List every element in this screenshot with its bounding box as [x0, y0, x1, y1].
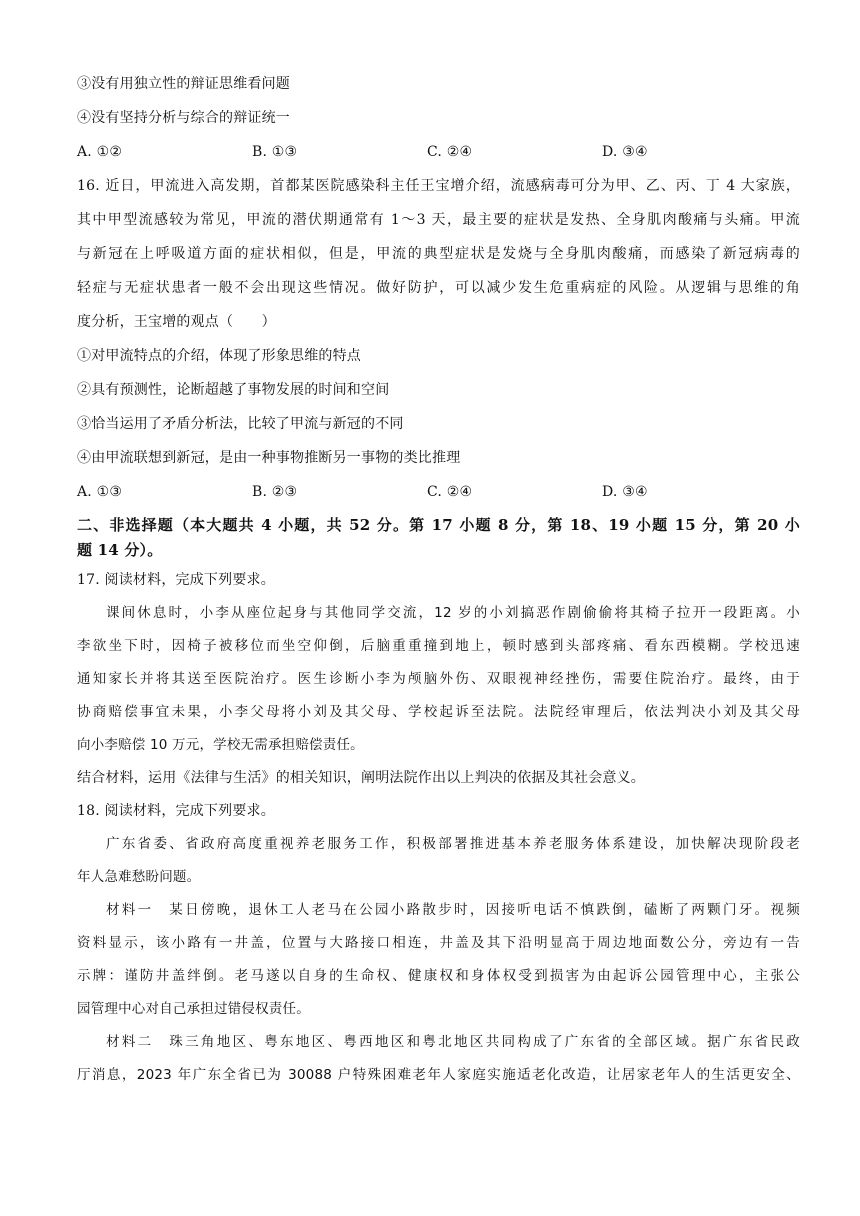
q17-material-line-4: 协商赔偿事宜未果，小李父母将小刘及其父母、学校起诉至法院。法院经审理后，依法判决小刘及其父母 — [77, 704, 800, 720]
q15-choice-4: ④没有坚持分析与综合的辩证统一 — [77, 110, 290, 126]
q16-option-a: A. ①③ — [77, 484, 123, 500]
q16-stem-line-5: 度分析，王宝增的观点（ ） — [77, 314, 276, 330]
section-heading-line-2: 题 14 分）。 — [77, 541, 163, 559]
q17-material-line-3: 通知家长并将其送至医院治疗。医生诊断小李为颅脑外伤、双眼视神经挫伤，需要住院治疗。最终，由于 — [77, 671, 800, 687]
q16-stem-line-2: 其中甲型流感较为常见，甲流的潜伏期通常有 1～3 天，最主要的症状是发热、全身肌肉酸痛与头痛。甲流 — [77, 212, 800, 228]
q16-choice-1: ①对甲流特点的介绍，体现了形象思维的特点 — [77, 348, 361, 364]
q15-option-a: A. ①② — [77, 144, 123, 160]
q18-material-line-6: 园管理中心对自己承担过错侵权责任。 — [77, 1001, 310, 1017]
section-heading-line-1: 二、非选择题（本大题共 4 小题，共 52 分。第 17 小题 8 分，第 18、19 小题 15 分，第 20 小 — [77, 516, 800, 534]
q17-material-line-5: 向小李赔偿 10 万元，学校无需承担赔偿责任。 — [77, 737, 364, 753]
q17-requirement: 结合材料，运用《法律与生活》的相关知识，阐明法院作出以上判决的依据及其社会意义。 — [77, 770, 645, 786]
q18-material-line-8: 厅消息，2023 年广东全省已为 30088 户特殊困难老年人家庭实施适老化改造，让居家老年人的生活更安全、 — [77, 1067, 800, 1083]
q18-material-line-2: 年人急难愁盼问题。 — [77, 869, 201, 885]
q16-choice-3: ③恰当运用了矛盾分析法，比较了甲流与新冠的不同 — [77, 416, 404, 432]
q15-choice-3: ③没有用独立性的辩证思维看问题 — [77, 76, 290, 92]
q18-title: 18. 阅读材料，完成下列要求。 — [77, 803, 275, 819]
q15-option-d: D. ③④ — [602, 144, 648, 160]
q16-option-b: B. ②③ — [252, 484, 298, 500]
q15-option-c: C. ②④ — [427, 144, 473, 160]
q18-material-line-3: 材料一 某日傍晚，退休工人老马在公园小路散步时，因接听电话不慎跌倒，磕断了两颗门牙。视频 — [106, 902, 800, 918]
q16-stem-line-4: 轻症与无症状患者一般不会出现这些情况。做好防护，可以减少发生危重病症的风险。从逻辑与思维的角 — [77, 280, 800, 296]
q17-title: 17. 阅读材料，完成下列要求。 — [77, 572, 275, 588]
q15-option-b: B. ①③ — [252, 144, 298, 160]
q18-material-line-5: 示牌：谨防井盖绊倒。老马遂以自身的生命权、健康权和身体权受到损害为由起诉公园管理中心，主张公 — [77, 968, 800, 984]
q16-choice-4: ④由甲流联想到新冠，是由一种事物推断另一事物的类比推理 — [77, 450, 461, 466]
q16-stem-line-1: 16. 近日，甲流进入高发期，首都某医院感染科主任王宝增介绍，流感病毒可分为甲、乙、丙、丁 4 大家族， — [77, 178, 800, 194]
q17-material-line-2: 李欲坐下时，因椅子被移位而坐空仰倒，后脑重重撞到地上，顿时感到头部疼痛、看东西模糊。学校迅速 — [77, 638, 800, 654]
q16-options — [77, 482, 800, 502]
q18-material-line-1: 广东省委、省政府高度重视养老服务工作，积极部署推进基本养老服务体系建设，加快解决现阶段老 — [106, 836, 800, 852]
q18-material-line-4: 资料显示，该小路有一井盖，位置与大路接口相连，井盖及其下沿明显高于周边地面数公分，旁边有一告 — [77, 935, 800, 951]
q16-option-d: D. ③④ — [602, 484, 648, 500]
q15-options — [77, 142, 800, 162]
q18-material-line-7: 材料二 珠三角地区、粤东地区、粤西地区和粤北地区共同构成了广东省的全部区域。据广东省民政 — [106, 1034, 800, 1050]
q16-stem-line-3: 与新冠在上呼吸道方面的症状相似，但是，甲流的典型症状是发烧与全身肌肉酸痛，而感染了新冠病毒的 — [77, 246, 800, 262]
q16-option-c: C. ②④ — [427, 484, 473, 500]
q16-choice-2: ②具有预测性，论断超越了事物发展的时间和空间 — [77, 382, 390, 398]
q17-material-line-1: 课间休息时，小李从座位起身与其他同学交流，12 岁的小刘搞恶作剧偷偷将其椅子拉开一段距离。小 — [106, 605, 800, 621]
